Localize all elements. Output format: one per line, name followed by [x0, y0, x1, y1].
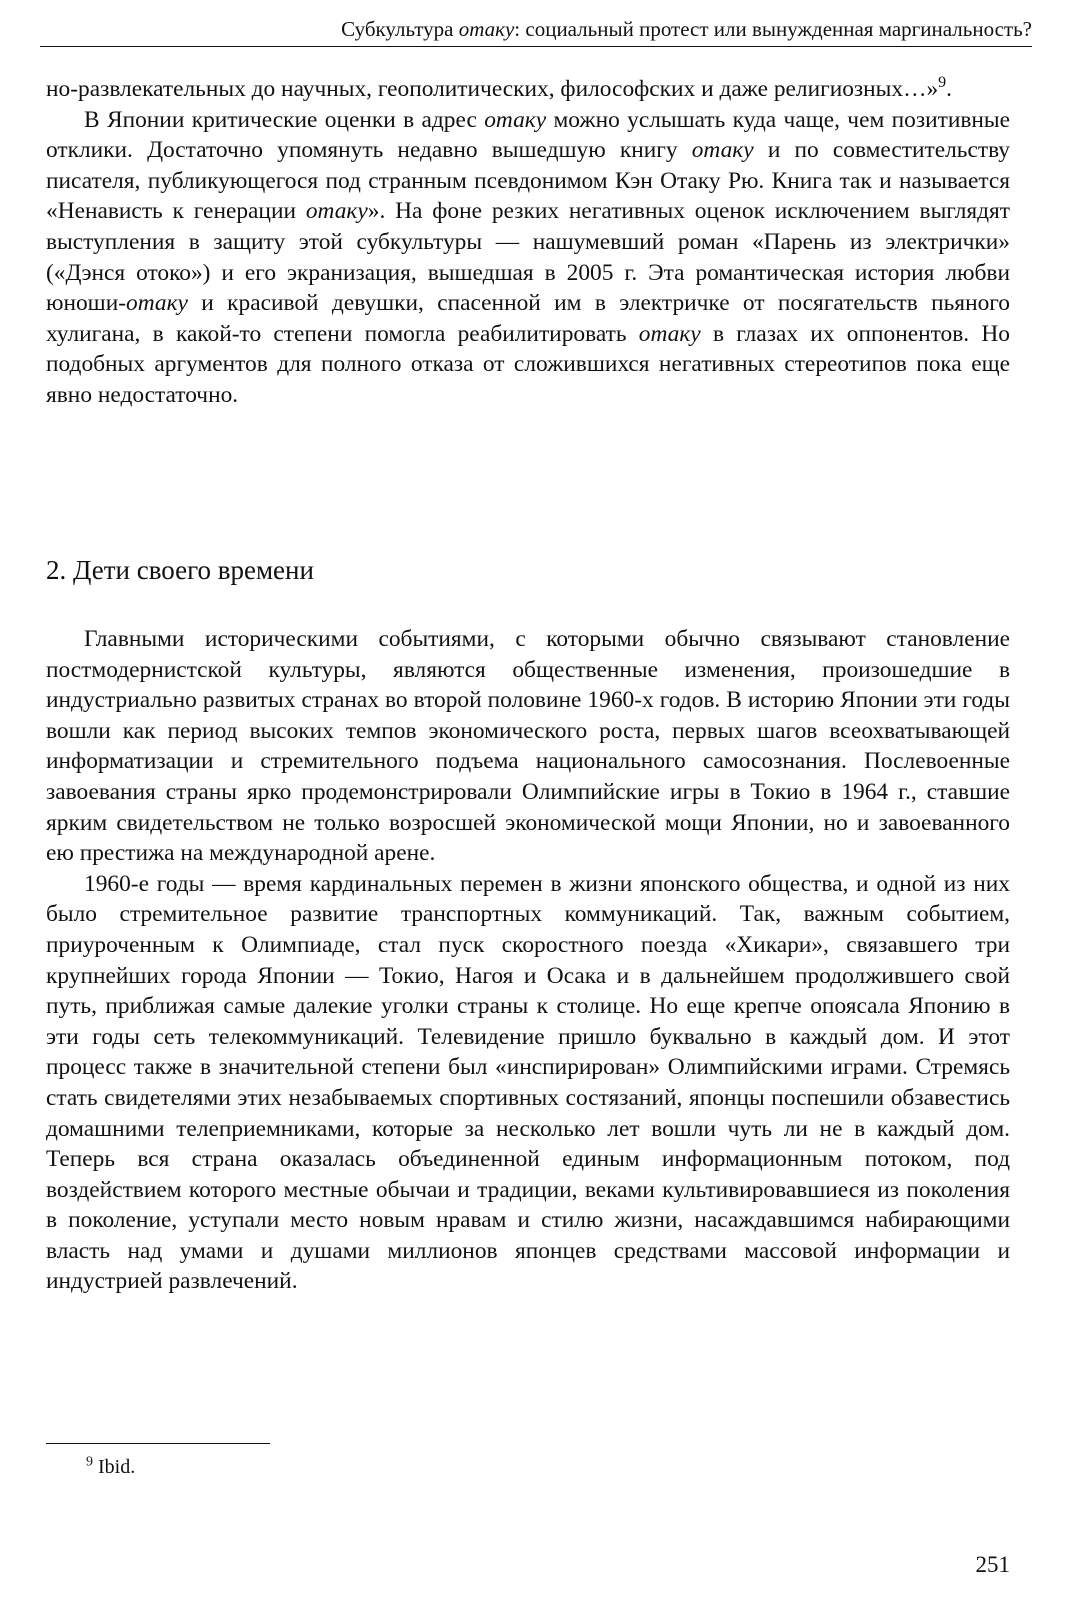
p2-i5: отаку	[638, 320, 701, 347]
header-text-italic: отаку	[458, 17, 515, 41]
paragraph-1960s: 1960-е годы — время кардинальных перемен в жизни японского общества, и одной из них было стремительное развитие транспортных коммуникаций. Так, важным событием, приуроченным к Олимпиаде, стал пуск скоростного поезда «Хикари», связавшего три крупнейших города Японии — Токио, Нагоя и Осака и в дальнейшем продолжившего свой путь, приближая самые далекие уголки страны к столице. Но еще крепче опоясала Японию в эти годы сеть телекоммуникаций. Телевидение пришло буквально в каждый дом. И этот процесс также в значительной степени был «инспирирован» Олимпийскими играми. Стремясь стать свидетелями этих незабываемых спортивных состязаний, японцы поспешили обзавестись домашними телеприемниками, которые за несколько лет вошли чуть ли не в каждый дом. Теперь вся страна оказалась объединенной единым информационным потоком, под воздействием которого местные обычаи и традиции, веками культивировавшиеся из поколения в поколение, уступали место новым нравам и стилю жизни, насаждавшимся набирающими власть над умами и душами миллионов японцев средствами массовой информации и индустрией развлечений.	[46, 870, 1010, 1295]
p2-i1: отаку	[484, 106, 547, 133]
p2-i4: отаку	[126, 290, 188, 317]
paragraph-continued-text: но-развлекательных до научных, геополитических, философских и даже религиозных…»	[46, 76, 939, 102]
header-text-pre: Субкультура	[341, 17, 459, 41]
paragraph-continued-end: .	[946, 76, 953, 102]
text-block-section	[46, 624, 1010, 1297]
text-block-top	[46, 74, 1010, 411]
p2-i3: отаку	[305, 198, 368, 225]
p2-s1: В Японии критические оценки в адрес	[84, 106, 485, 133]
page-number: 251	[975, 1552, 1010, 1577]
paragraph-historical-events: Главными историческими событиями, с которыми обычно связывают становление постмодернистской культуры, являются общественные изменения, произошедшие в индустриально развитых странах во второй половине 1960-х годов. В историю Японии эти годы вошли как период высоких темпов экономического роста, первых шагов всеохватывающей информатизации и стремительного подъема национального самосознания. Послевоенные завоевания страны ярко продемонстрировали Олимпийские игры в Токио в 1964 г., ставшие ярким свидетельством не только возросшей экономической мощи Японии, но и завоеванного ею престижа на международной арене.	[46, 626, 1010, 867]
p2-s4: ». На фоне резких негативных оценок исключением выглядят выступления в защиту этой субкультуры — нашумевший роман «Парень из электрички» («Дэнся отоко») и его экранизация, вышедшая в 2005 г. Эта романтическая история любви юноши-	[46, 198, 1011, 317]
footnote-mark: 9	[86, 1454, 93, 1470]
footnote-text: Ibid.	[93, 1456, 136, 1478]
running-header	[40, 14, 1032, 47]
p2-s6: в глазах их оппонентов. Но подобных аргументов для полного отказа от сложившихся негативных стереотипов пока еще явно недостаточно.	[46, 320, 1010, 408]
paragraph-continued	[46, 74, 1010, 105]
p2-s2: можно услышать куда чаще, чем позитивные отклики. Достаточно упомянуть недавно вышедшую книгу	[46, 106, 1010, 164]
p2-s5: и красивой девушки, спасенной им в электричке от посягательств пьяного хулигана, в какой-то степени помогла реабилитировать	[46, 290, 1010, 347]
footnote-ref-9[interactable]: 9	[938, 74, 947, 92]
p2-i2: отаку	[691, 137, 754, 164]
section-heading: 2. Дети своего времени	[46, 555, 314, 585]
paragraph-otaku-criticism	[46, 105, 1010, 411]
header-text-post: : социальный протест или вынужденная маргинальность?	[514, 17, 1032, 41]
footnote-9	[86, 1454, 135, 1480]
footnote-divider	[46, 1443, 270, 1444]
p2-s3: и по совместительству писателя, публикующегося под странным псевдонимом Кэн Отаку Рю. Книга так и называется «Ненависть к генерации	[46, 137, 1011, 225]
